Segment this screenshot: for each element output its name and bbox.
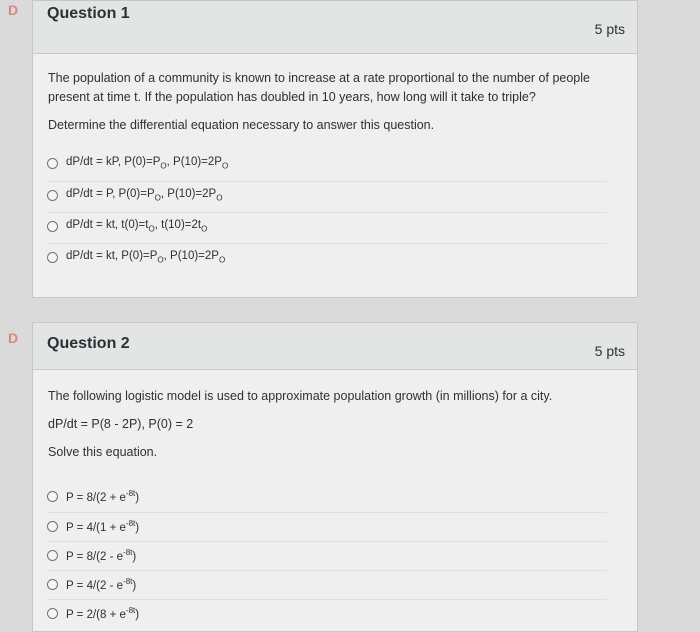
radio-button[interactable] — [47, 521, 58, 532]
question-1-card — [32, 0, 638, 298]
q2-option-3[interactable] — [47, 541, 607, 568]
option-text: $P = 4/(2 - e^{-8t})$ — [66, 576, 137, 592]
question-2-equation: dP/dt = P(8 - 2P), P(0) = 2 — [48, 417, 194, 431]
q2-option-1[interactable] — [47, 483, 607, 509]
radio-button[interactable] — [47, 491, 58, 502]
question-2-instruction: Solve this equation. — [48, 445, 158, 459]
radio-button[interactable] — [47, 252, 58, 263]
q1-option-3[interactable] — [47, 212, 607, 239]
radio-button[interactable] — [47, 158, 58, 169]
q1-option-4[interactable] — [47, 243, 607, 270]
option-text: $P = 8/(2 - e^{-8t})$ — [66, 547, 137, 563]
q1-option-1[interactable] — [47, 150, 607, 176]
radio-button[interactable] — [47, 190, 58, 201]
option-text: dP/dt = kP, $P(0)=P_O$, $P(10)=2P_O$ — [66, 155, 229, 171]
option-text: dP/dt = kt, $t(0)=t_O$, $t(10)=2t_O$ — [66, 218, 208, 234]
question-1-title: Question 1 — [47, 5, 130, 22]
flag-icon[interactable]: D — [8, 330, 19, 346]
option-text: $P = 8/(2 + e^{-8t})$ — [66, 488, 140, 504]
flag-icon[interactable]: D — [8, 2, 19, 18]
option-text: dP/dt = P, $P(0)=P_O$, $P(10)=2P_O$ — [66, 187, 223, 203]
question-2-text: The following logistic model is used to approximate population growth (in millions) for a city. — [48, 389, 553, 403]
radio-button[interactable] — [47, 579, 58, 590]
q2-option-4[interactable] — [47, 570, 607, 597]
radio-button[interactable] — [47, 550, 58, 561]
option-text: dP/dt = kt, $P(0)=P_O$, $P(10)=2P_O$ — [66, 249, 226, 265]
question-2-header — [33, 323, 637, 370]
radio-button[interactable] — [47, 221, 58, 232]
question-1-instruction: Determine the differential equation necessary to answer this question. — [48, 118, 435, 132]
question-1-header — [33, 1, 637, 54]
q2-option-2[interactable] — [47, 512, 607, 539]
question-1-text: The population of a community is known to increase at a rate proportional to the number of people present at time t. If the population has doubled in 10 years, how long will it take to triple? — [48, 71, 590, 104]
question-2-title: Question 2 — [47, 335, 130, 352]
question-2-points: 5 pts — [594, 343, 625, 359]
option-text: $P = 4/(1 + e^{-8t})$ — [66, 518, 140, 534]
question-2-card — [32, 322, 638, 632]
option-text: $P = 2/(8 + e^{-8t})$ — [66, 605, 140, 621]
question-1-points: 5 pts — [594, 21, 625, 37]
radio-button[interactable] — [47, 608, 58, 619]
q1-option-2[interactable] — [47, 181, 607, 208]
q2-option-5[interactable] — [47, 599, 607, 626]
